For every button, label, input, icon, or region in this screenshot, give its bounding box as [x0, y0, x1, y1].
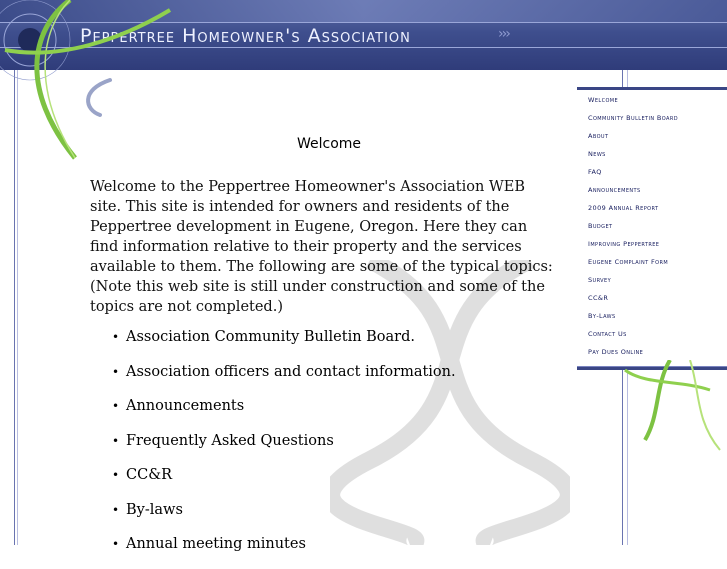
list-item: • Association officers and contact information. — [112, 362, 560, 382]
main-content — [90, 136, 560, 569]
nav-item-by-laws[interactable]: By-Laws — [588, 312, 616, 320]
nav-item-announcements[interactable]: Announcements — [588, 186, 641, 194]
nav-item-news[interactable]: News — [588, 150, 606, 158]
nav-item-contact-us[interactable]: Contact Us — [588, 330, 627, 338]
list-item: • Annual meeting minutes — [112, 534, 560, 554]
page-title: Welcome — [296, 136, 362, 152]
nav-item-faq[interactable]: FAQ — [588, 168, 602, 176]
list-item: • Announcements — [112, 396, 560, 416]
site-title: Peppertree Homeowner's Association — [80, 25, 411, 47]
vine-decoration-icon — [600, 360, 727, 470]
list-item: • Association Community Bulletin Board. — [112, 327, 560, 347]
topic-list — [90, 327, 560, 554]
nav-item-community-bulletin-board[interactable]: Community Bulletin Board — [588, 114, 678, 122]
nav-item-ccr[interactable]: CC&R — [588, 294, 609, 302]
list-item: • By-laws — [112, 500, 560, 520]
nav-item-improving-peppertree[interactable]: Improving Peppertree — [588, 240, 660, 248]
nav-item-pay-dues-online[interactable]: Pay Dues Online — [588, 348, 644, 356]
list-item: • CC&R — [112, 465, 560, 485]
nav-item-survey[interactable]: Survey — [588, 276, 612, 284]
nav-item-budget[interactable]: Budget — [588, 222, 613, 230]
chevron-right-icon: ››› — [498, 26, 509, 42]
intro-paragraph: Welcome to the Peppertree Homeowner's Association WEB site. This site is intended for owners and residents of the Peppertree development in Eugene, Oregon. Here they can find information relative to their property and the services available to them. The following are some of the typical topics: (Note this web site is still under construction and some of the topics are not completed.) — [90, 179, 553, 315]
nav-item-welcome[interactable]: Welcome — [588, 96, 619, 104]
list-item: • Frequently Asked Questions — [112, 431, 560, 451]
nav-item-annual-report[interactable]: 2009 Annual Report — [588, 204, 659, 212]
sidebar-nav — [577, 87, 727, 370]
nav-item-about[interactable]: About — [588, 132, 609, 140]
nav-item-eugene-complaint-form[interactable]: Eugene Complaint Form — [588, 258, 669, 266]
